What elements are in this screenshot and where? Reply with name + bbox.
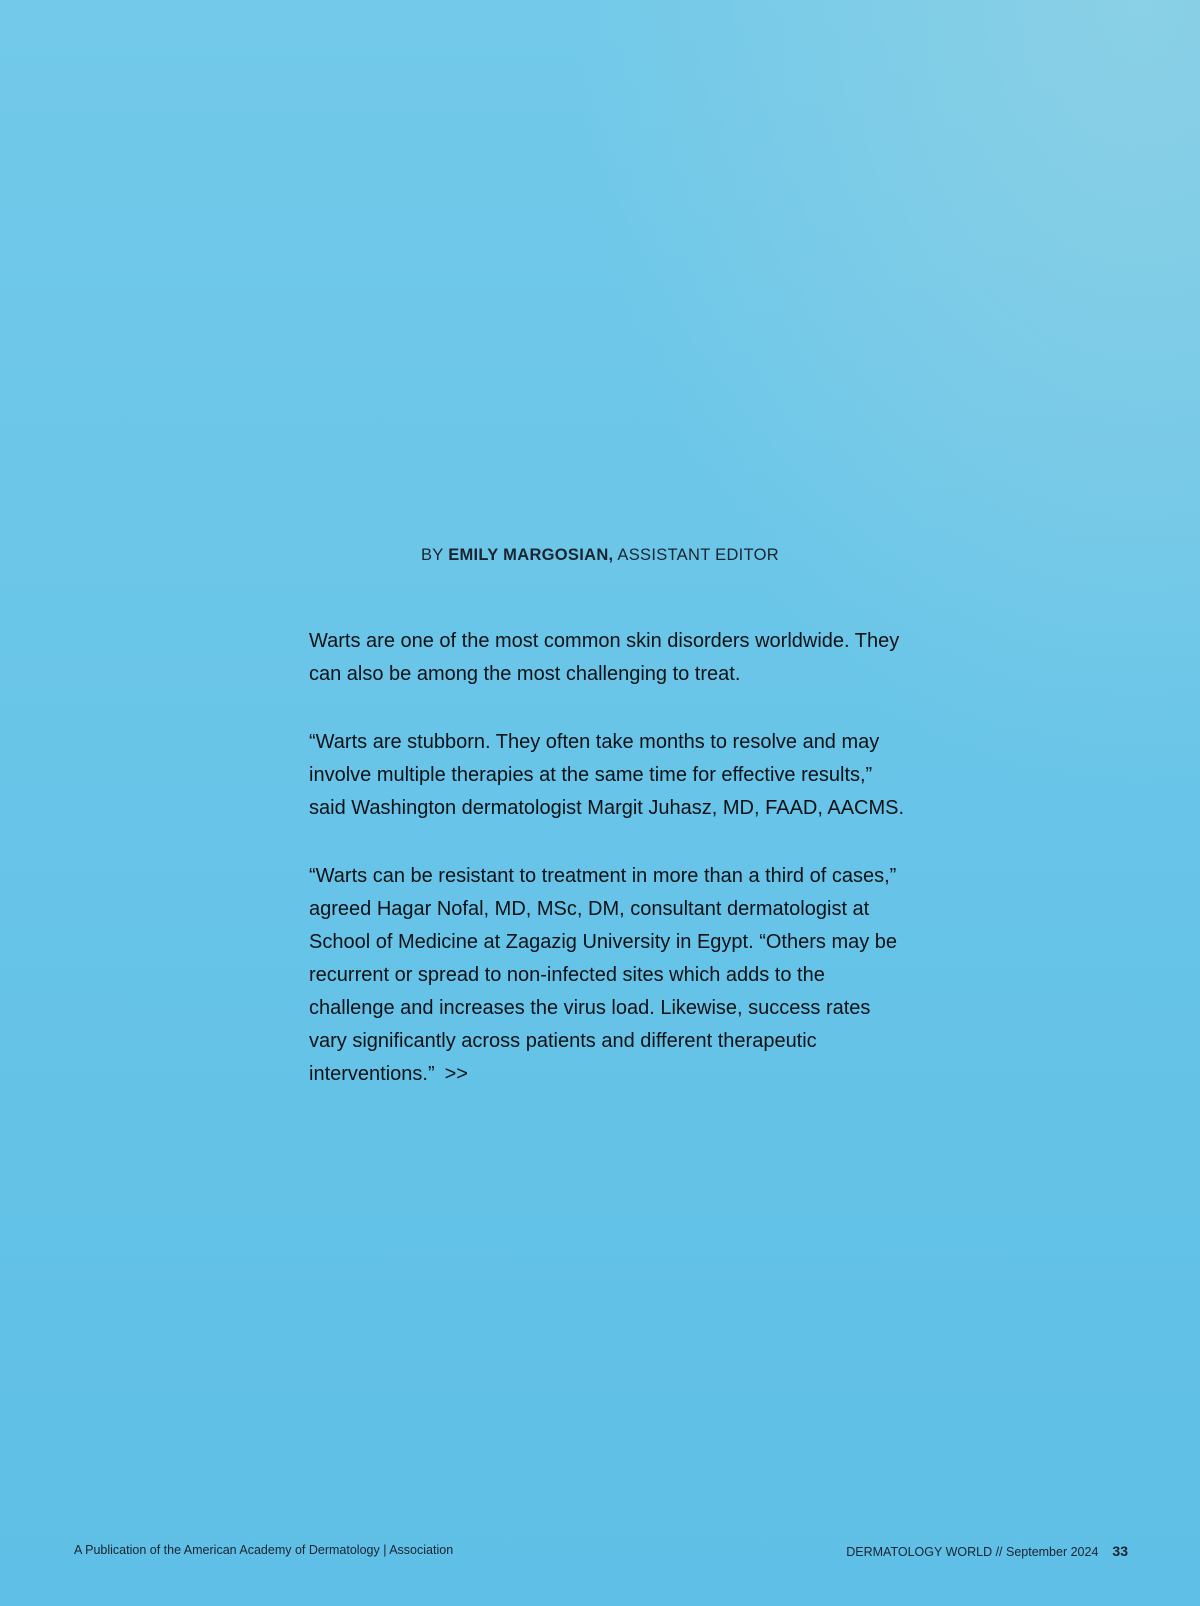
paragraph-intro: Warts are one of the most common skin disorders worldwide. They can also be among the most challenging to treat.: [309, 630, 900, 685]
footer-publication: A Publication of the American Academy of Dermatology | Association: [74, 1543, 454, 1557]
footer-magazine-issue: DERMATOLOGY WORLD // September 2024: [846, 1545, 1099, 1559]
author-name: EMILY MARGOSIAN,: [448, 546, 614, 564]
paragraph-nofal-text: “Warts can be resistant to treatment in more than a third of cases,” agreed Hagar Nofal, MD, MSc, DM, consultant dermatologist at School of Medicine at Zagazig University in Egypt. “Others may be recurrent or spread to non-infected sites which adds to the challenge and increases the virus load. Likewise, success rates vary significantly across patients and different therapeutic interventions.”: [309, 865, 898, 1085]
byline: [0, 546, 1200, 565]
article-body: [309, 625, 909, 1126]
author-role: ASSISTANT EDITOR: [613, 546, 779, 564]
footer-folio: [846, 1543, 1128, 1559]
page-number: 33: [1112, 1543, 1128, 1559]
paragraph-juhasz-quote: “Warts are stubborn. They often take months to resolve and may involve multiple therapies at the same time for effective results,” said Washington dermatologist Margit Juhasz, MD, FAAD, AACMS.: [309, 731, 905, 819]
paragraph-nofal-quote: [309, 860, 909, 1091]
continue-arrow[interactable]: >>: [444, 1063, 468, 1085]
byline-prefix: BY: [420, 546, 449, 564]
